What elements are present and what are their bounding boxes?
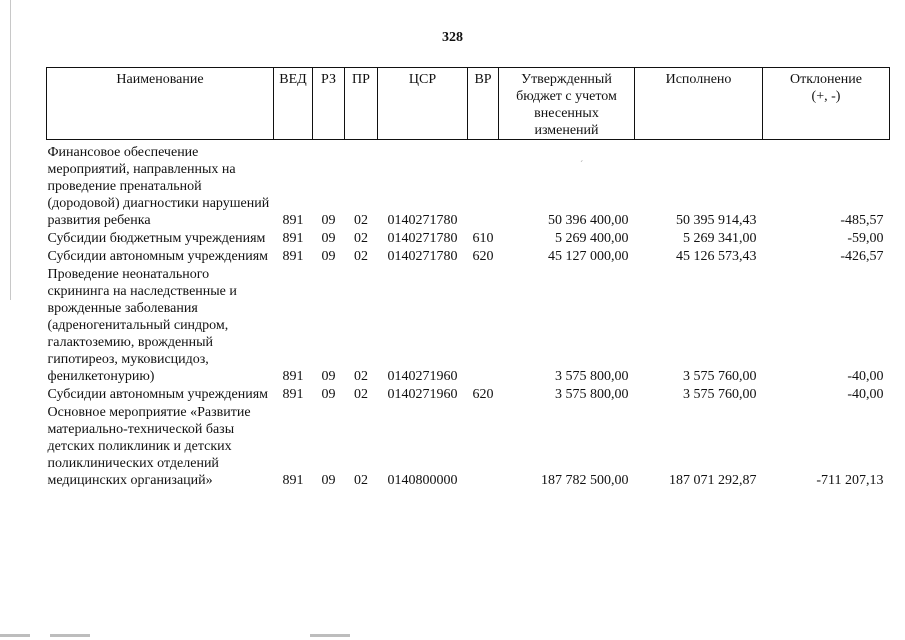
row-executed: 3 575 760,00 (683, 369, 757, 384)
row-rz: 09 (321, 369, 336, 384)
row-ved: 891 (282, 387, 304, 402)
row-pr: 02 (354, 473, 368, 488)
row-ved: 891 (282, 369, 304, 384)
row-approved: 50 396 400,00 (548, 213, 629, 228)
row-approved: 3 575 800,00 (555, 387, 629, 402)
row-csr: 0140271960 (387, 369, 458, 384)
row-rz: 09 (321, 249, 336, 264)
row-name: Субсидии автономным учреждениям (47, 387, 269, 402)
row-deviation: -40,00 (847, 369, 884, 384)
row-deviation: -485,57 (840, 213, 884, 228)
row-name: Финансовое обеспечение мероприятий, направленных на проведение пренатальной (дородовой) диагностики нарушений развития ребенка (47, 145, 270, 228)
row-name: Субсидии бюджетным учреждениям (47, 231, 266, 246)
row-vr: 620 (472, 249, 494, 264)
header-csr: ЦСР (378, 68, 468, 140)
row-rz: 09 (321, 387, 336, 402)
row-pr: 02 (354, 231, 368, 246)
row-pr: 02 (354, 369, 368, 384)
header-rz: РЗ (313, 68, 345, 140)
row-executed: 5 269 341,00 (683, 231, 757, 246)
page-number: 328 (442, 30, 463, 45)
row-deviation: -711 207,13 (816, 473, 884, 488)
row-pr: 02 (354, 387, 368, 402)
row-ved: 891 (282, 213, 304, 228)
table-row (47, 230, 890, 248)
row-executed: 3 575 760,00 (683, 387, 757, 402)
table-row (47, 386, 890, 404)
table-row (47, 266, 890, 386)
scan-artifact (0, 634, 905, 640)
row-approved: 3 575 800,00 (555, 369, 629, 384)
row-deviation: -40,00 (847, 387, 884, 402)
header-approved: Утвержденный бюджет с учетом внесенных изменений (499, 68, 635, 140)
table-row (47, 248, 890, 266)
header-deviation: Отклонение (+, -) (763, 68, 890, 140)
row-executed: 50 395 914,43 (676, 213, 757, 228)
row-ved: 891 (282, 249, 304, 264)
row-ved: 891 (282, 473, 304, 488)
row-approved: 187 782 500,00 (541, 473, 629, 488)
row-csr: 0140271780 (387, 249, 458, 264)
table-header-row (47, 68, 890, 140)
row-executed: 45 126 573,43 (676, 249, 757, 264)
row-csr: 0140800000 (387, 473, 458, 488)
header-name: Наименование (47, 68, 274, 140)
row-pr: 02 (354, 213, 368, 228)
budget-table (46, 67, 890, 490)
row-vr (468, 404, 499, 490)
header-vr: ВР (468, 68, 499, 140)
row-executed: 187 071 292,87 (669, 473, 757, 488)
row-deviation: -426,57 (840, 249, 884, 264)
row-vr (468, 266, 499, 386)
row-approved: 45 127 000,00 (548, 249, 629, 264)
header-ved: ВЕД (274, 68, 313, 140)
row-rz: 09 (321, 231, 336, 246)
row-name: Субсидии автономным учреждениям (47, 249, 269, 264)
row-pr: 02 (354, 249, 368, 264)
row-csr: 0140271780 (387, 231, 458, 246)
row-name: Проведение неонатального скрининга на наследственные и врожденные заболевания (адреногенитальный синдром, галактоземию, врожденный гипотиреоз, муковисцидоз, фенилкетонурию) (47, 267, 237, 384)
table-row (47, 404, 890, 490)
header-pr: ПР (345, 68, 378, 140)
row-approved: 5 269 400,00 (555, 231, 629, 246)
row-csr: 0140271960 (387, 387, 458, 402)
scan-mark: ˊ (580, 160, 584, 171)
row-name: Основное мероприятие «Развитие материально-технической базы детских поликлиник и детских поликлинических отделений медицинских организаций» (47, 405, 251, 488)
row-vr: 610 (472, 231, 494, 246)
row-rz: 09 (321, 473, 336, 488)
row-vr: 620 (472, 387, 494, 402)
row-deviation: -59,00 (847, 231, 884, 246)
header-executed: Исполнено (635, 68, 763, 140)
row-csr: 0140271780 (387, 213, 458, 228)
row-ved: 891 (282, 231, 304, 246)
table-row (47, 140, 890, 231)
row-vr (468, 140, 499, 231)
row-rz: 09 (321, 213, 336, 228)
